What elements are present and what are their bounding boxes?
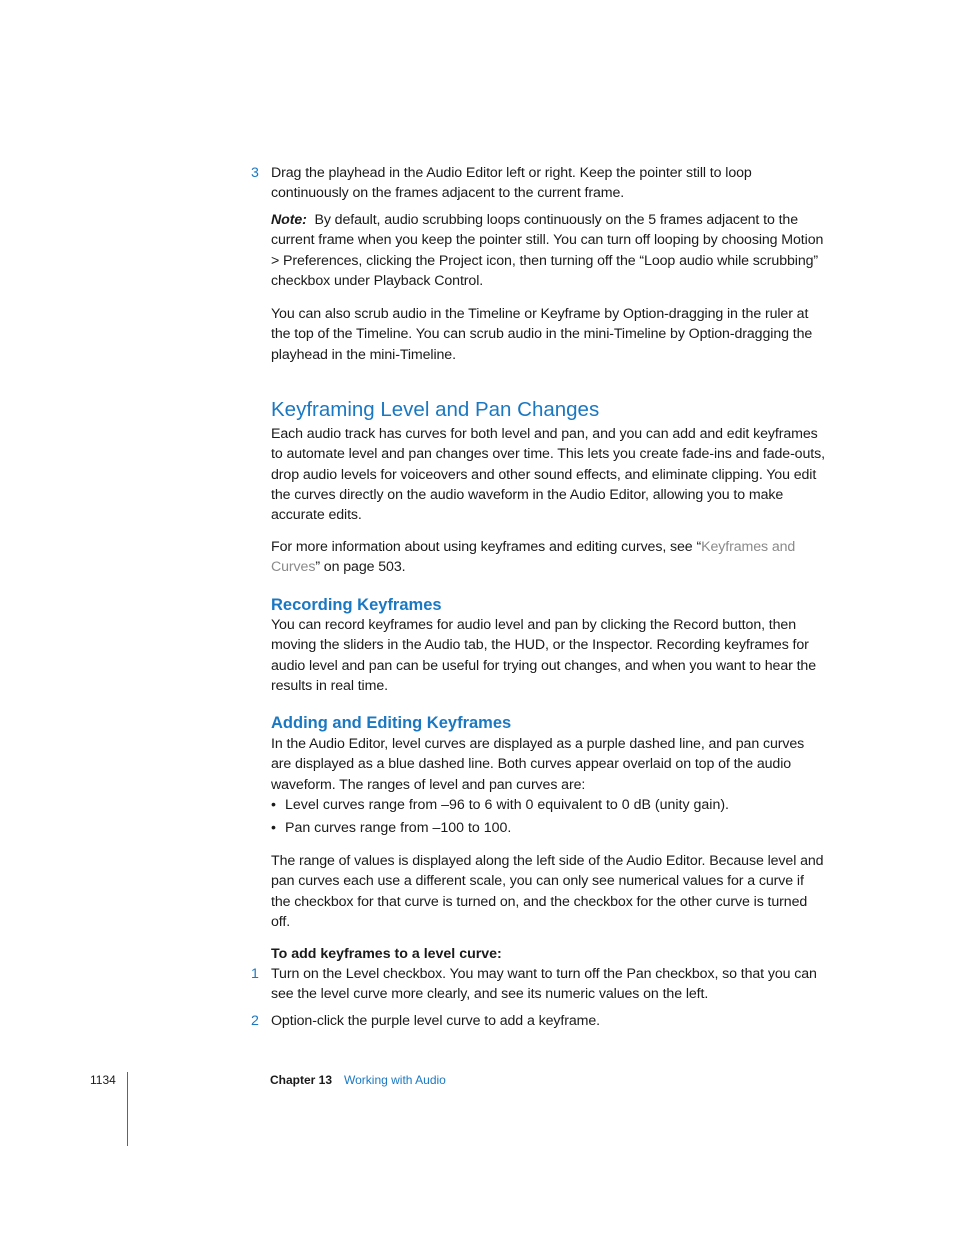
task-heading: To add keyframes to a level curve: [271, 946, 502, 962]
more-info-suffix: ” on page 503. [315, 559, 406, 576]
subheading-recording: Recording Keyframes [271, 596, 442, 614]
scrub-paragraph: You can also scrub audio in the Timeline or Keyframe by Option-dragging in the ruler at the top of the Timeline. You can scrub audio in the mini-Timeline by Option-dragging the playhead in the mini-Timeline. [271, 306, 813, 363]
range-paragraph: The range of values is displayed along the left side of the Audio Editor. Because level and pan curves each use a different scale, you can only see numerical values for a curve if the checkbox for that curve is turned on, and the checkbox for the other curve is turned off. [271, 853, 824, 930]
more-info-paragraph [271, 537, 827, 578]
footer-chapter-label: Chapter 13 [270, 1073, 333, 1087]
bullet-icon: • [271, 797, 276, 813]
section-heading: Keyframing Level and Pan Changes [271, 398, 600, 421]
more-info-prefix: For more information about using keyframes and editing curves, see “ [271, 539, 702, 555]
note-text: By default, audio scrubbing loops continuously on the 5 frames adjacent to the current frame when you keep the pointer still. You can turn off looping by choosing Motion > Preferences, clicking the Project icon, then turning off the “Loop audio while scrubbing” checkbox under Playback Control. [271, 212, 824, 289]
step-text: Turn on the Level checkbox. You may want to turn off the Pan checkbox, so that you can see the level curve more clearly, and see its numeric values on the left. [271, 966, 817, 1003]
step-number: 2 [251, 1013, 259, 1029]
cross-reference-link[interactable]: Keyframes and Curves [271, 539, 796, 576]
step-number: 3 [251, 165, 259, 181]
note-label: Note: [271, 212, 307, 228]
step-number: 1 [251, 966, 259, 982]
note-paragraph [271, 210, 827, 291]
bullet-icon: • [271, 820, 276, 836]
subheading-adding: Adding and Editing Keyframes [271, 714, 512, 732]
list-item-text: Level curves range from –96 to 6 with 0 equivalent to 0 dB (unity gain). [285, 797, 730, 813]
page-number: 1134 [90, 1073, 116, 1087]
step-text: Option-click the purple level curve to add a keyframe. [271, 1013, 600, 1029]
list-item-text: Pan curves range from –100 to 100. [285, 820, 512, 836]
step-text: Drag the playhead in the Audio Editor left or right. Keep the pointer still to loop continuously on the frames adjacent to the current frame. [271, 165, 752, 202]
recording-paragraph: You can record keyframes for audio level and pan by clicking the Record button, then moving the sliders in the Audio tab, the HUD, or the Inspector. Recording keyframes for audio level and pan can be useful for trying out changes, and when you want to hear the results in real time. [271, 617, 816, 694]
footer-divider [127, 1072, 128, 1146]
adding-paragraph: In the Audio Editor, level curves are displayed as a purple dashed line, and pan curves are displayed as a blue dashed line. Both curves appear overlaid on top of the audio waveform. The ranges of level and pan curves are: [271, 736, 805, 793]
section-intro: Each audio track has curves for both level and pan, and you can add and edit keyframes to automate level and pan changes over time. This lets you create fade-ins and fade-outs, drop audio levels for voiceovers and other sound effects, and eliminate clipping. You edit the curves directly on the audio waveform in the Audio Editor, allowing you to make accurate edits. [271, 426, 825, 524]
footer-chapter-title[interactable]: Working with Audio [344, 1073, 446, 1087]
